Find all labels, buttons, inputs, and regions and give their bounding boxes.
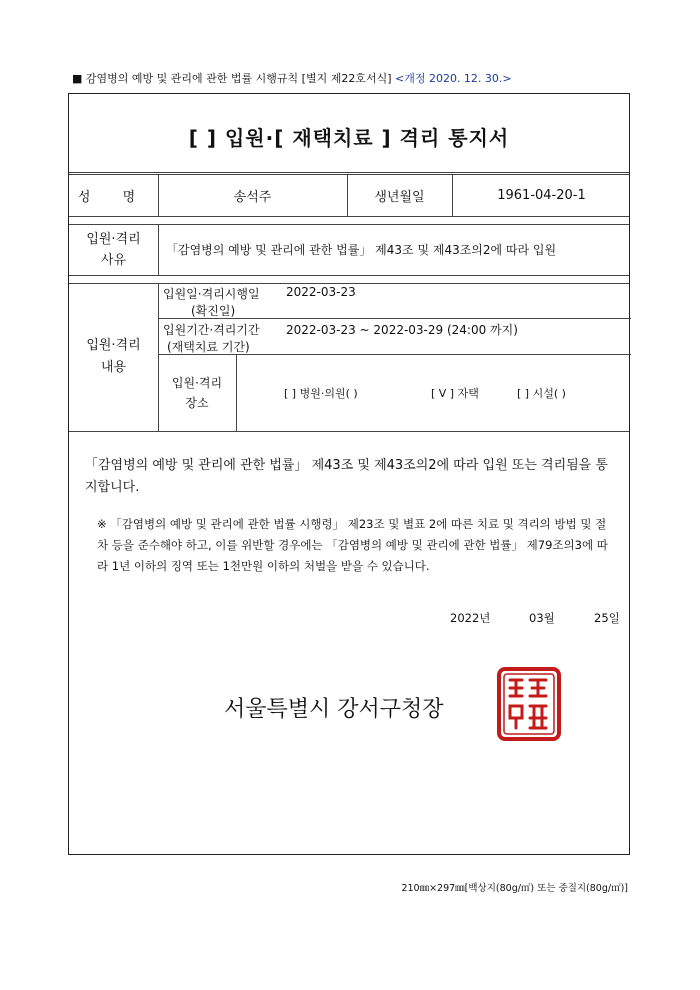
start-label: 입원일·격리시행일 — [163, 287, 260, 301]
divider — [236, 354, 237, 431]
official-seal-icon — [496, 666, 562, 742]
document-title: [ ] 입원·[ 재택치료 ] 격리 통지서 — [188, 126, 510, 150]
date-day: 25일 — [594, 611, 620, 625]
start-value: 2022-03-23 — [286, 285, 356, 299]
divider — [69, 216, 629, 217]
place-facility-option: [ ] 시설( ) — [517, 387, 566, 400]
date-year: 2022년 — [450, 611, 491, 625]
square-bullet: ■ — [72, 72, 83, 85]
name-label: 성 명 — [77, 189, 150, 205]
divider — [69, 431, 629, 432]
penalty-warning: ※ 「감염병의 예방 및 관리에 관한 법률 시행령」 제23조 및 별표 2에 따른 치료 및 격리의 방법 및 절차 등을 준수해야 하고, 이를 위반할 경우에는 「감염병의 예방 및 관리에 관한 법률」 제79조의3에 따라 1년 이하의 징역 또는 1천만원 이하의 처벌을 받을 수 있습니다. — [97, 517, 608, 573]
form-reference: 감염병의 예방 및 관리에 관한 법률 시행규칙 [별지 제22호서식] — [85, 72, 392, 85]
birth-value: 1961-04-20-1 — [497, 187, 586, 203]
name-value: 송석주 — [233, 189, 272, 205]
revision-note: <개정 2020. 12. 30.> — [394, 72, 512, 85]
reason-label: 입원·격리 사유 — [86, 231, 141, 268]
date-month: 03월 — [529, 611, 555, 625]
content-label: 입원·격리 내용 — [86, 338, 141, 375]
issuer-name: 서울특별시 강서구청장 — [224, 697, 444, 722]
period-value: 2022-03-23 ~ 2022-03-29 (24:00 까지) — [286, 323, 518, 337]
start-sub-label: (확진일) — [191, 304, 236, 318]
form-header — [72, 70, 512, 86]
reason-value: 「감염병의 예방 및 관리에 관한 법률」 제43조 및 제43조의2에 따라 입원 — [166, 243, 557, 257]
period-sub-label: (재택치료 기간) — [167, 340, 250, 354]
divider — [158, 224, 159, 275]
place-home-option: [ V ] 자택 — [431, 387, 479, 400]
period-label: 입원기간·격리기간 — [163, 323, 260, 337]
birth-label: 생년월일 — [374, 189, 425, 205]
place-hospital-option: [ ] 병원·의원( ) — [284, 387, 358, 400]
divider — [69, 275, 629, 276]
paper-spec: 210㎜×297㎜[백상지(80g/㎡) 또는 중질지(80g/㎡)] — [401, 883, 628, 894]
notice-form — [68, 93, 630, 855]
place-label: 입원·격리 장소 — [171, 375, 223, 410]
notice-text: 「감염병의 예방 및 관리에 관한 법률」 제43조 및 제43조의2에 따라 입원 또는 격리됨을 통지합니다. — [85, 458, 608, 495]
